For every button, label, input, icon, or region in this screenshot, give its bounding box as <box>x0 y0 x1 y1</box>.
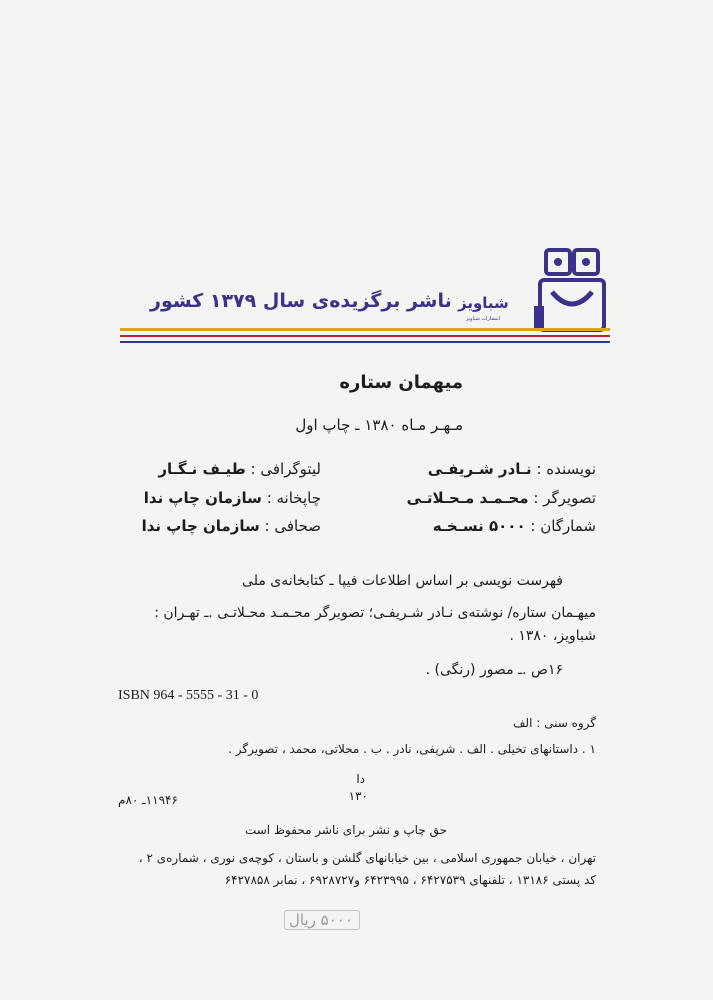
book-title: میهمان ستاره <box>339 372 463 393</box>
credit-printing <box>144 489 321 507</box>
credit-illustrator <box>407 489 596 507</box>
credit-author <box>428 460 596 478</box>
address-line-1: تهران ، خیابان جمهوری اسلامی ، بین خیابانهای گلشن و باستان ، کوچه‌ی نوری ، شماره‌ی ۲ ، <box>138 851 596 865</box>
credit-lithography <box>158 460 321 478</box>
cip-line-1: میهـمان ستاره/ نوشته‌ی نـادر شـریفـی؛ تصویرگر محـمـد محـلاتـی .ـ تهـران : <box>154 605 596 621</box>
credit-printing-value: سازمان چاپ ندا <box>143 489 262 507</box>
isbn: ISBN 964 - 5555 - 31 - 0 <box>118 688 259 703</box>
publisher-tagline: ناشر برگزیده‌ی سال ۱۳۷۹ کشور <box>150 290 452 312</box>
stripe-yellow <box>120 328 610 331</box>
cip-line-3: ۱۶ص .ـ مصور (رنگی) . <box>425 662 563 678</box>
credit-author-label: نویسنده : <box>536 460 596 478</box>
cip-subjects: ۱ . داستانهای تخیلی . الف . شریفی، نادر . ب . محلاتی، محمد ، تصویرگر . <box>228 742 596 756</box>
price-stamp: ۵۰۰۰ ریال <box>284 910 360 930</box>
credit-illustrator-value: محـمـد مـحـلاتـی <box>406 489 529 507</box>
credit-lithography-label: لیتوگرافی : <box>250 460 321 478</box>
stripe-blue <box>120 341 610 343</box>
credit-print-run-value: ۵۰۰۰ نسـخـه <box>432 517 526 535</box>
publisher-logo-icon <box>532 246 608 338</box>
credit-lithography-value: طیـف نـگـار <box>158 460 246 478</box>
credit-illustrator-label: تصویرگر : <box>533 489 596 507</box>
rights-notice: حق چاپ و نشر برای ناشر محفوظ است <box>244 823 447 837</box>
credit-binding <box>142 517 321 535</box>
classification-1: دا <box>356 772 365 786</box>
credit-print-run-label: شمارگان : <box>530 517 596 535</box>
logo-wordmark: شباویز <box>458 294 509 312</box>
age-group: گروه سنی : الف <box>513 716 596 730</box>
cip-heading: فهرست نویسی بر اساس اطلاعات فیپا ـ کتابخانه‌ی ملی <box>242 573 563 589</box>
credit-print-run <box>433 517 596 535</box>
edition-info: مـهـر مـاه ۱۳۸۰ ـ چاپ اول <box>295 416 463 434</box>
credit-binding-value: سازمان چاپ ندا <box>141 517 260 535</box>
classification-2: ۱۳۰ <box>348 789 368 803</box>
call-number: ۱۱۹۴۶ـ ۸۰م <box>118 793 178 807</box>
credit-binding-label: صحافی : <box>264 517 321 535</box>
credit-printing-label: چاپخانه : <box>266 489 321 507</box>
credit-author-value: نـادر شـریفـی <box>427 460 532 478</box>
stripe-red <box>120 335 610 337</box>
address-line-2: کد پستی ۱۳۱۸۶ ، تلفنهای ۶۴۲۷۵۳۹ ، ۶۴۲۳۹۹۵ و۶۹۲۸۷۲۷ ، نمابر ۶۴۲۷۸۵۸ <box>224 873 596 887</box>
logo-subtitle: انتشارات شباویز <box>466 316 501 322</box>
cip-line-2: شباویز، ۱۳۸۰ . <box>509 628 596 644</box>
